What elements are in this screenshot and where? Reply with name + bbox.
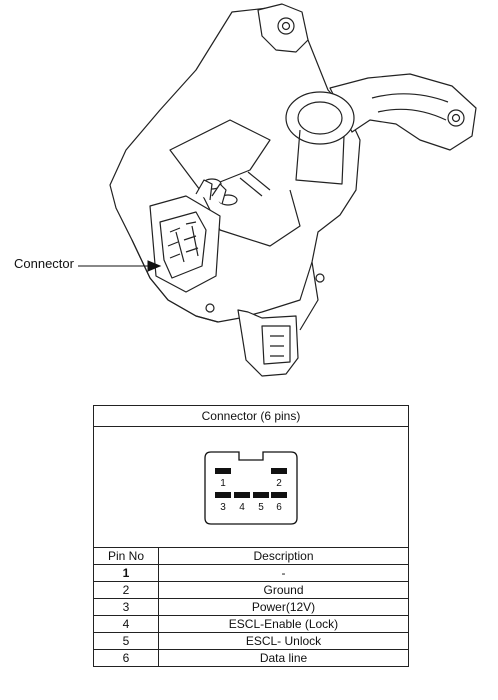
pin-6-label: 6 xyxy=(276,501,282,513)
pin-number: 6 xyxy=(94,650,159,667)
pin-number: 5 xyxy=(94,633,159,650)
pin-description: - xyxy=(159,565,409,582)
pin-4-terminal xyxy=(234,492,250,498)
pin-description: ESCL-Enable (Lock) xyxy=(159,616,409,633)
connector-face-diagram-cell xyxy=(94,427,409,548)
table-row xyxy=(94,599,409,616)
pin-number: 1 xyxy=(94,565,159,582)
pin-number: 4 xyxy=(94,616,159,633)
table-row xyxy=(94,650,409,667)
pin-3-terminal xyxy=(215,492,231,498)
table-row xyxy=(94,616,409,633)
pin-description: Data line xyxy=(159,650,409,667)
pin-1-terminal xyxy=(215,468,231,474)
table-row xyxy=(94,582,409,599)
header-description: Description xyxy=(159,548,409,565)
pin-description: ESCL- Unlock xyxy=(159,633,409,650)
pin-5-label: 5 xyxy=(258,501,264,513)
pin-table-title: Connector (6 pins) xyxy=(94,406,409,427)
pin-2-label: 2 xyxy=(276,477,282,489)
connector-callout-label: Connector xyxy=(14,256,74,271)
connector-outline xyxy=(205,452,297,524)
table-row xyxy=(94,565,409,582)
pin-number: 2 xyxy=(94,582,159,599)
pin-description: Power(12V) xyxy=(159,599,409,616)
pin-4-label: 4 xyxy=(239,501,245,513)
pin-6-terminal xyxy=(271,492,287,498)
connector-face-diagram xyxy=(201,446,301,526)
pin-description: Ground xyxy=(159,582,409,599)
header-pin-no: Pin No xyxy=(94,548,159,565)
pin-1-label: 1 xyxy=(220,477,226,489)
pin-table xyxy=(93,405,409,667)
pin-2-terminal xyxy=(271,468,287,474)
pin-number: 3 xyxy=(94,599,159,616)
table-row xyxy=(94,633,409,650)
pin-5-terminal xyxy=(253,492,269,498)
pin-3-label: 3 xyxy=(220,501,226,513)
